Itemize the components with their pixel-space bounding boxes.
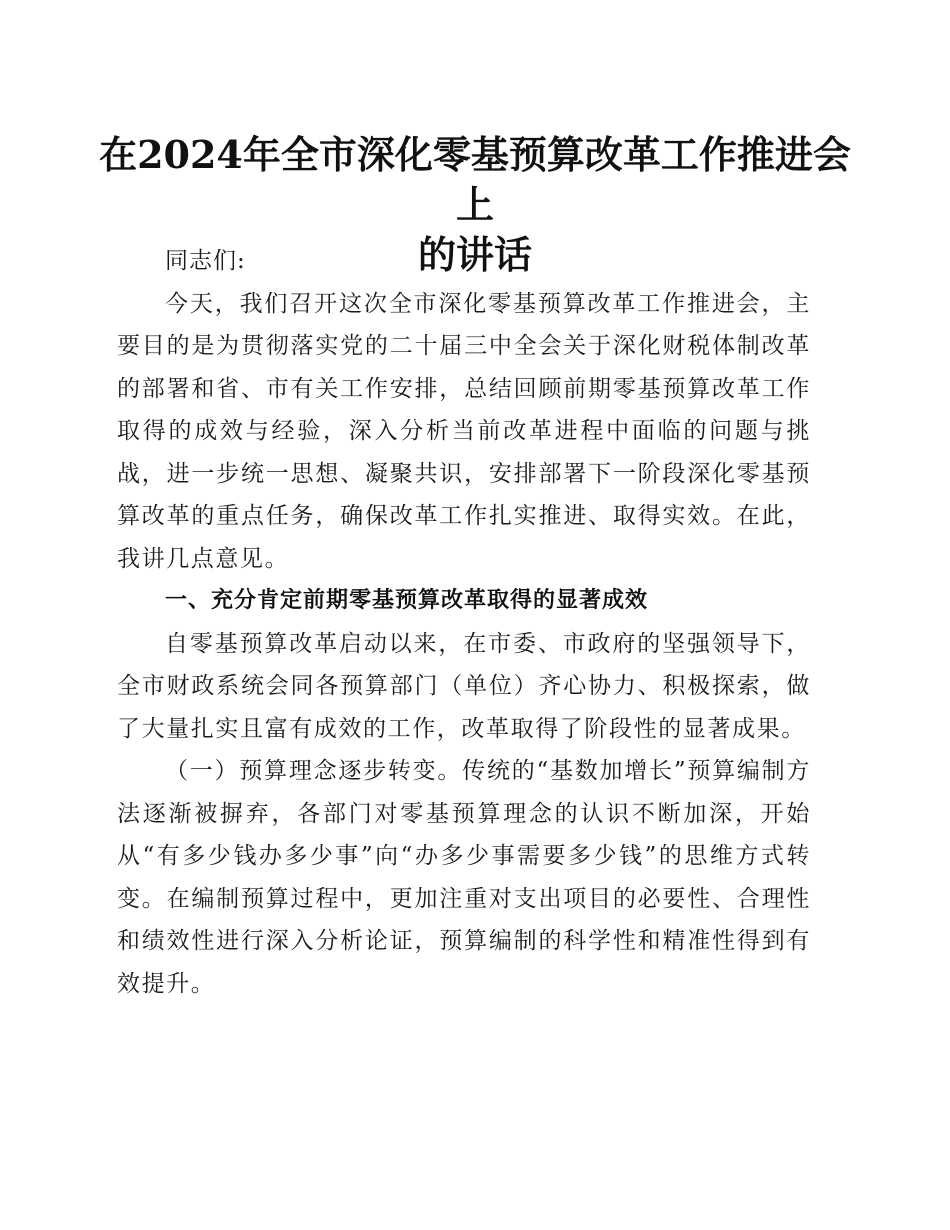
greeting: 同志们: <box>165 248 246 274</box>
intro-paragraph: 今天，我们召开这次全市深化零基预算改革工作推进会，主要目的是为贯彻落实党的二十届三中全会关于深化财税体制改革的部署和省、市有关工作安排，总结回顾前期零基预算改革工作取得的成效与经验，深入分析当前改革进程中面临的问题与挑战，进一步统一思想、凝聚共识，安排部署下一阶段深化零基预算改革的重点任务，确保改革工作扎实推进、取得实效。在此，我讲几点意见。 <box>117 290 811 572</box>
subsection-1-paragraph: （一）预算理念逐步转变。传统的“基数加增长”预算编制方法逐渐被摒弃，各部门对零基预算理念的认识不断加深，开始从“有多少钱办多少事”向“办多少事需要多少钱”的思维方式转变。在编制预算过程中，更加注重对支出项目的必要性、合理性和绩效性进行深入分析论证，预算编制的科学性和精准性得到有效提升。 <box>117 758 811 997</box>
section-1-paragraph: 自零基预算改革启动以来，在市委、市政府的坚强领导下，全市财政系统会同各预算部门（单位）齐心协力、积极探索，做了大量扎实且富有成效的工作，改革取得了阶段性的显著成果。 <box>117 630 811 742</box>
document-body <box>117 240 811 1005</box>
speech-title-line-2: 的讲话 <box>417 232 532 277</box>
speech-title-line-1: 在2024年全市深化零基预算改革工作推进会上 <box>99 132 851 227</box>
section-1-heading: 一、充分肯定前期零基预算改革取得的显著成效 <box>165 588 649 613</box>
